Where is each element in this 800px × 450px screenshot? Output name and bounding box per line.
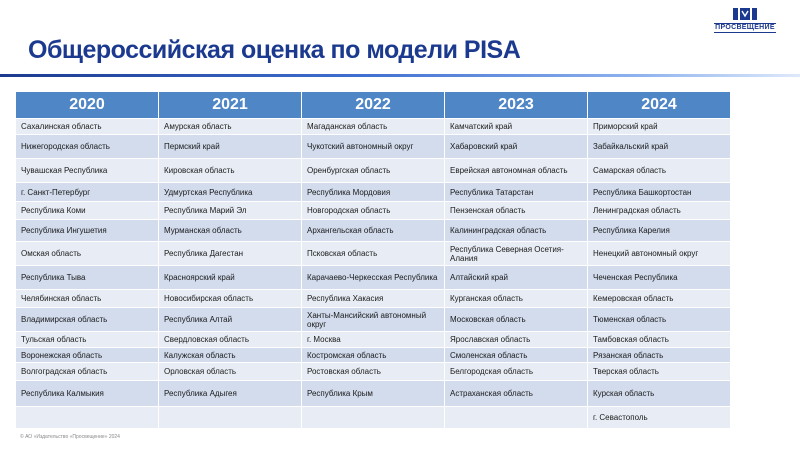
table-cell: Хабаровский край <box>445 135 588 159</box>
table-cell: Ханты-Мансийский автономный округ <box>302 308 445 332</box>
table-cell: Московская область <box>445 308 588 332</box>
table-cell: Республика Карелия <box>588 220 731 242</box>
table-cell: Красноярский край <box>159 266 302 290</box>
table-cell: Чеченская Республика <box>588 266 731 290</box>
table-cell: Новосибирская область <box>159 290 302 308</box>
table-cell: Республика Алтай <box>159 308 302 332</box>
table-cell: Курская область <box>588 381 731 407</box>
table-row <box>16 220 731 242</box>
table-cell: Кемеровская область <box>588 290 731 308</box>
table-cell: Амурская область <box>159 119 302 135</box>
table-cell: Алтайский край <box>445 266 588 290</box>
table-cell: Республика Дагестан <box>159 242 302 266</box>
table-cell: Республика Башкортостан <box>588 183 731 202</box>
table-cell: Удмуртская Республика <box>159 183 302 202</box>
table-cell: Республика Хакасия <box>302 290 445 308</box>
table-cell: Ненецкий автономный округ <box>588 242 731 266</box>
table-cell: Рязанская область <box>588 348 731 363</box>
table-cell: Омская область <box>16 242 159 266</box>
table-cell: Тамбовская область <box>588 332 731 348</box>
table-row <box>16 363 731 381</box>
table-row <box>16 407 731 429</box>
table-cell: Пензенская область <box>445 202 588 220</box>
table-cell: Республика Татарстан <box>445 183 588 202</box>
table-cell: Камчатский край <box>445 119 588 135</box>
table-cell <box>445 407 588 429</box>
table-cell: Республика Северная Осетия-Алания <box>445 242 588 266</box>
table-cell <box>302 407 445 429</box>
table-cell: Костромская область <box>302 348 445 363</box>
table-cell: г. Севастополь <box>588 407 731 429</box>
year-header-2024: 2024 <box>588 92 731 119</box>
table-cell: Республика Калмыкия <box>16 381 159 407</box>
copyright-footer: © АО «Издательство «Просвещение» 2024 <box>20 434 120 440</box>
table-cell: Астраханская область <box>445 381 588 407</box>
table-cell: Забайкальский край <box>588 135 731 159</box>
table-cell: Республика Адыгея <box>159 381 302 407</box>
table-cell: Пермский край <box>159 135 302 159</box>
table-cell: г. Москва <box>302 332 445 348</box>
table-cell: Челябинская область <box>16 290 159 308</box>
table-cell: Республика Крым <box>302 381 445 407</box>
table-cell: г. Санкт-Петербург <box>16 183 159 202</box>
table-cell: Калининградская область <box>445 220 588 242</box>
table-cell: Кировская область <box>159 159 302 183</box>
table-row <box>16 308 731 332</box>
table-row <box>16 135 731 159</box>
table-row <box>16 183 731 202</box>
table-cell <box>16 407 159 429</box>
table-row <box>16 119 731 135</box>
table-cell: Свердловская область <box>159 332 302 348</box>
publisher-emblem-icon <box>732 6 758 22</box>
table-cell: Нижегородская область <box>16 135 159 159</box>
table-row <box>16 348 731 363</box>
table-cell: Архангельская область <box>302 220 445 242</box>
table-cell: Волгоградская область <box>16 363 159 381</box>
table-cell: Сахалинская область <box>16 119 159 135</box>
table-cell: Оренбургская область <box>302 159 445 183</box>
year-header-2021: 2021 <box>159 92 302 119</box>
table-cell: Ростовская область <box>302 363 445 381</box>
table-cell: Псковская область <box>302 242 445 266</box>
publisher-logo <box>714 6 776 34</box>
table-cell: Республика Ингушетия <box>16 220 159 242</box>
table-row <box>16 202 731 220</box>
table-cell: Магаданская область <box>302 119 445 135</box>
year-header-2022: 2022 <box>302 92 445 119</box>
page-title: Общероссийская оценка по модели PISA <box>28 36 521 64</box>
title-divider <box>0 74 800 77</box>
table-cell: Воронежская область <box>16 348 159 363</box>
publisher-logo-text: ПРОСВЕЩЕНИЕ <box>715 24 775 31</box>
table-cell: Тульская область <box>16 332 159 348</box>
table-cell: Ленинградская область <box>588 202 731 220</box>
table-row <box>16 242 731 266</box>
table-cell: Еврейская автономная область <box>445 159 588 183</box>
table-cell: Орловская область <box>159 363 302 381</box>
regions-table <box>15 91 731 429</box>
table-row <box>16 266 731 290</box>
table-row <box>16 290 731 308</box>
table-header-row <box>16 92 731 119</box>
year-header-2020: 2020 <box>16 92 159 119</box>
table-cell: Мурманская область <box>159 220 302 242</box>
table-cell: Республика Мордовия <box>302 183 445 202</box>
table-cell <box>159 407 302 429</box>
table-cell: Тверская область <box>588 363 731 381</box>
table-cell: Ярославская область <box>445 332 588 348</box>
table-cell: Республика Коми <box>16 202 159 220</box>
table-cell: Чувашская Республика <box>16 159 159 183</box>
table-cell: Владимирская область <box>16 308 159 332</box>
table-cell: Новгородская область <box>302 202 445 220</box>
table-row <box>16 159 731 183</box>
year-header-2023: 2023 <box>445 92 588 119</box>
table-cell: Самарская область <box>588 159 731 183</box>
table-cell: Калужская область <box>159 348 302 363</box>
table-cell: Республика Марий Эл <box>159 202 302 220</box>
table-cell: Приморский край <box>588 119 731 135</box>
table-cell: Тюменская область <box>588 308 731 332</box>
table-cell: Белгородская область <box>445 363 588 381</box>
table-cell: Чукотский автономный округ <box>302 135 445 159</box>
table-cell: Карачаево-Черкесская Республика <box>302 266 445 290</box>
table-row <box>16 332 731 348</box>
table-cell: Смоленская область <box>445 348 588 363</box>
table-cell: Курганская область <box>445 290 588 308</box>
table-cell: Республика Тыва <box>16 266 159 290</box>
table-row <box>16 381 731 407</box>
